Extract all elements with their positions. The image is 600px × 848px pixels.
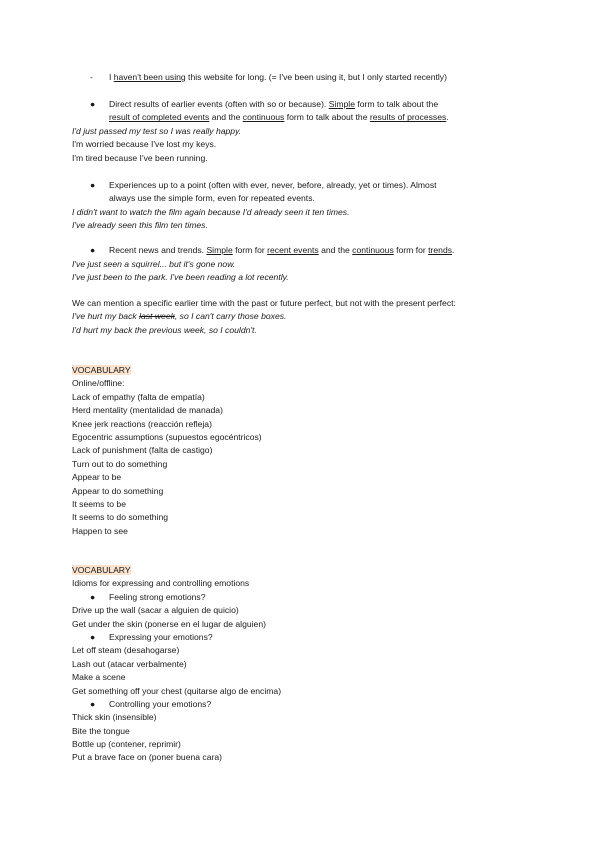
note-example-2: I'd hurt my back the previous week, so I couldn't.	[72, 324, 257, 335]
bullet-marker: ●	[90, 245, 96, 255]
example-line: I've already seen this film ten times.	[72, 220, 208, 231]
example-line: I've just seen a squirrel... but it's gone now.	[72, 259, 236, 269]
vocabulary-heading: VOCABULARY	[72, 565, 131, 575]
vocab-item: Turn out to do something	[72, 458, 168, 469]
vocab-item: Bottle up (contener, reprimir)	[72, 739, 181, 750]
vocab-item: It seems to be	[72, 498, 126, 509]
example-line: I didn't want to watch the film again because I'd already seen it ten times.	[72, 207, 350, 217]
perfect-tense-note	[72, 297, 542, 337]
vocab-item: Lash out (atacar verbalmente)	[72, 658, 187, 669]
vocab-item: Get under the skin (ponerse en el lugar de alguien)	[72, 618, 266, 629]
bullet-4-text: Recent news and trends. Simple form for recent events and the continuous form for trends.	[109, 245, 455, 255]
bullet-marker: ●	[90, 591, 96, 602]
example-line: I've just been to the park. I've been reading a lot recently.	[72, 272, 289, 283]
example-line: I'm tired because I've been running.	[72, 152, 208, 163]
example-line: I'm worried because I've lost my keys.	[72, 139, 217, 150]
grammar-bullet-3	[72, 179, 542, 206]
vocab-item: Lack of punishment (falta de castigo)	[72, 445, 213, 456]
vocab-title: Idioms for expressing and controlling emotions	[72, 578, 250, 589]
vocab-item: Drive up the wall (sacar a alguien de quicio)	[72, 605, 239, 616]
vocab-item: Happen to see	[72, 525, 128, 536]
example-line: I'd just passed my test so I was really happy.	[72, 126, 242, 136]
vocab-item: Appear to do something	[72, 485, 164, 496]
note-example-1: I've hurt my back last week, so I can't carry those boxes.	[72, 311, 287, 322]
bullet-3-line-1: Experiences up to a point (often with ever, never, before, already, yet or times). Almost	[109, 180, 437, 190]
vocab-item: Appear to be	[72, 472, 122, 483]
bullet-marker: ●	[90, 180, 96, 190]
bullet-1-text: I haven't been using this website for long. (= I've been using it, but I only started recently)	[109, 72, 447, 82]
bullet-2-examples	[72, 125, 542, 165]
bullet-marker: ●	[90, 698, 96, 709]
vocab-item: Put a brave face on (poner buena cara)	[72, 752, 223, 763]
sub-bullet-2: ● Expressing your emotions?	[72, 631, 542, 644]
bullet-2-line-1: Direct results of earlier events (often with so or because). Simple form to talk about the	[109, 99, 439, 109]
dash-marker: -	[90, 72, 93, 82]
vocabulary-section-1	[72, 364, 542, 538]
vocab-item: Make a scene	[72, 672, 126, 683]
bullet-marker: ●	[90, 631, 96, 642]
vocab-item: Online/offline:	[72, 378, 125, 389]
sub-bullet-3: ● Controlling your emotions?	[72, 698, 542, 711]
struck-phrase: last week	[139, 311, 175, 322]
vocab-item: Thick skin (insensible)	[72, 712, 157, 723]
note-text: We can mention a specific earlier time with the past or future perfect, but not with the present perfect:	[72, 298, 456, 308]
grammar-bullet-1	[72, 71, 542, 84]
bullet-4-examples	[72, 258, 542, 285]
vocab-item: Herd mentality (mentalidad de manada)	[72, 405, 223, 416]
underlined-phrase: haven't been using	[113, 72, 186, 82]
grammar-bullet-2	[72, 98, 542, 125]
vocab-item: Knee jerk reactions (reacción refleja)	[72, 418, 212, 429]
vocabulary-section-2	[72, 564, 542, 765]
bullet-2-line-2: result of completed events and the continuous form to talk about the results of processes.	[109, 112, 449, 123]
vocab-item: Egocentric assumptions (supuestos egocéntricos)	[72, 431, 262, 442]
bullet-3-line-2: always use the simple form, even for repeated events.	[109, 193, 315, 204]
vocab-item: It seems to do something	[72, 512, 169, 523]
vocab-item: Bite the tongue	[72, 725, 130, 736]
bullet-3-examples	[72, 206, 542, 233]
sub-bullet-1: ● Feeling strong emotions?	[72, 591, 542, 604]
bullet-marker: ●	[90, 99, 96, 109]
vocabulary-heading: VOCABULARY	[72, 365, 131, 375]
vocab-item: Get something off your chest (quitarse algo de encima)	[72, 685, 282, 696]
vocab-item: Let off steam (desahogarse)	[72, 645, 180, 656]
vocab-item: Lack of empathy (falta de empatía)	[72, 391, 205, 402]
grammar-bullet-4	[72, 244, 542, 257]
